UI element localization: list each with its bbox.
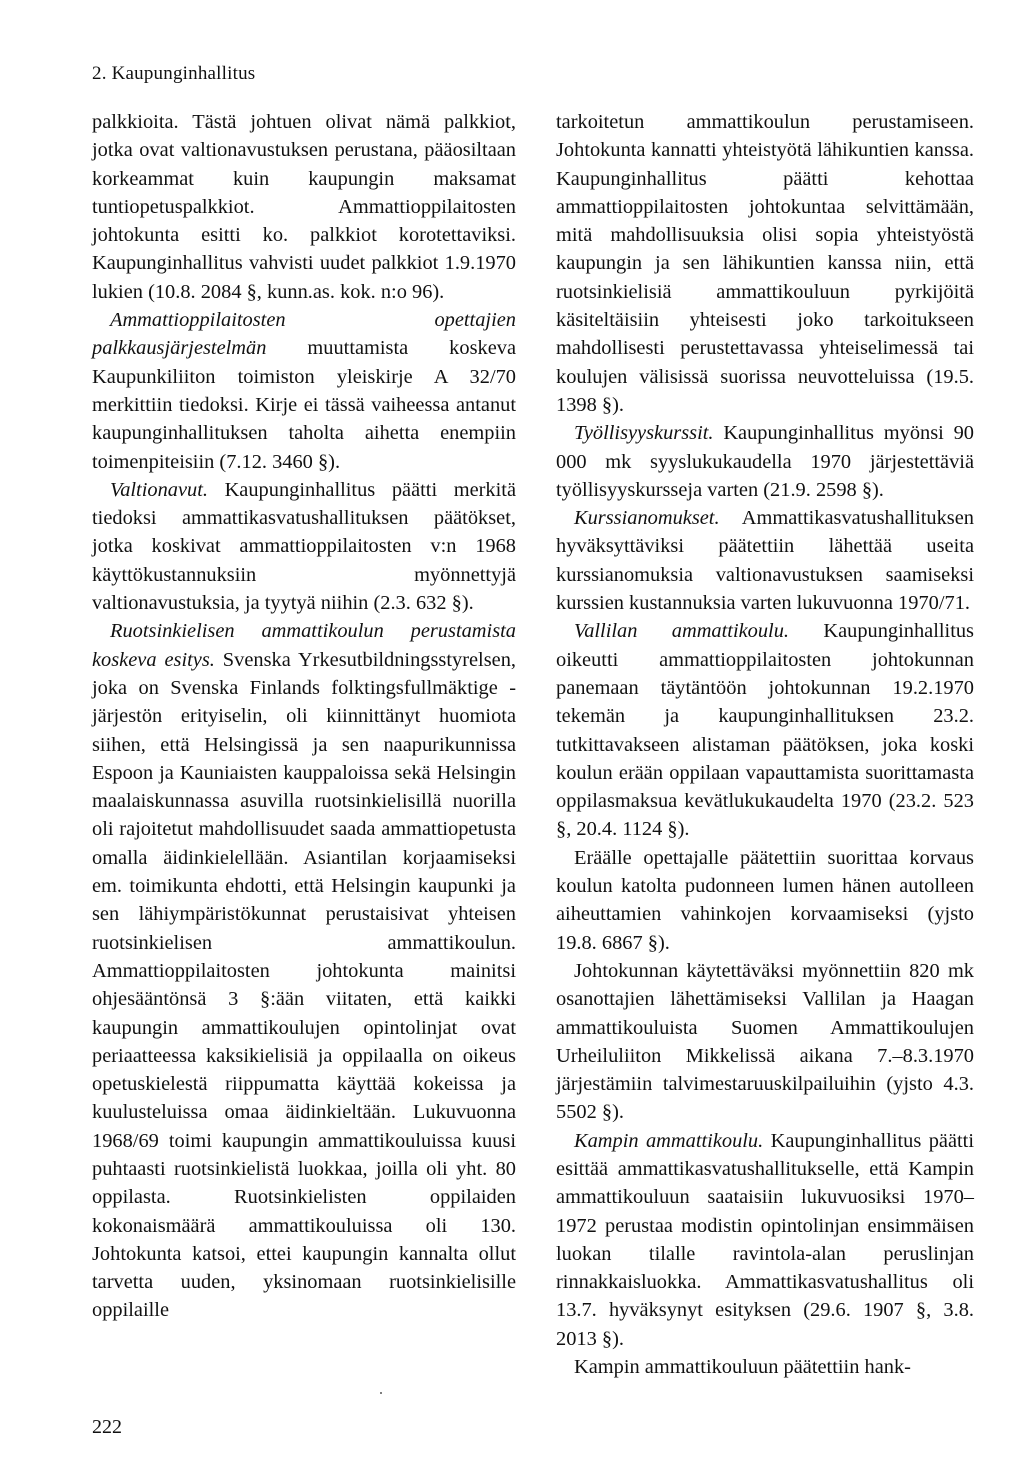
paragraph-kampin-hankinta: [556, 1353, 974, 1381]
paragraph-text: Kaupunginhallitus päätti esittää ammattikasvatushallitukselle, että Kampin ammattikouluun saataisiin lukuvuosiksi 1970–1972 perustaa modistin opintolinjan ensimmäisen luokan tilalle ravintola-alan peruslinjan rinnakkaisluokka. Ammattikasvatushallitus oli 13.7. hyväksynyt esityksen (29.6. 1907 §, 3.8. 2013 §).: [556, 1129, 974, 1350]
paragraph-text: muuttamista koskeva Kaupunkiliiton toimiston yleiskirje A 32/70 merkittiin tiedoksi. Kirje ei tässä vaiheessa antanut kaupunginhallituksen taholta aihetta enempiin toimenpiteisiin (7.12. 3460 §).: [92, 337, 516, 473]
paragraph-tyollisyyskurssit: [556, 419, 974, 504]
paragraph-text: Kaupunginhallitus oikeutti ammattioppilaitosten johtokunnan panemaan täytäntöön johtokunnan 19.2.1970 tekemän ja kaupunginhallituksen 23.2. tutkittavakseen alistaman päätöksen, joka koski koulun erään oppilaan vapauttamista suorittamasta oppilasmaksua kevätlukukaudelta 1970 (23.2. 523 §, 20.4. 1124 §).: [556, 620, 974, 841]
paragraph-korvaus: [556, 844, 974, 957]
paragraph-vallilan-ammattikoulu: [556, 617, 974, 843]
paragraph-palkkausjarjestelma: [92, 306, 516, 476]
paragraph-text: Johtokunnan käytettäväksi myönnettiin 820 mk osanottajien lähettämiseksi Vallilan ja Haagan ammattikouluista Suomen Ammattikoulujen Urheiluliiton Mikkelissä aikana 7.–8.3.1970 järjestämiin talvimestaruuskilpailuihin (yjsto 4.3. 5502 §).: [556, 959, 974, 1124]
paragraph-text: palkkioita. Tästä johtuen olivat nämä palkkiot, jotka ovat valtionavustuksen perustana, pääosiltaan korkeammat kuin kaupungin maksamat tuntiopetuspalkkiot. Ammattioppilaitosten johtokunta esitti ko. palkkiot korotettaviksi. Kaupunginhallitus vahvisti uudet palkkiot 1.9.1970 lukien (10.8. 2084 §, kunn.as. kok. n:o 96).: [92, 111, 516, 303]
paragraph-valtionavut: [92, 476, 516, 617]
right-column: [556, 108, 974, 1381]
paragraph-kurssianomukset: [556, 504, 974, 617]
paragraph-text: Kaupunginhallitus myönsi 90 000 mk syyslukukaudella 1970 järjestettäviä työllisyyskursseja varten (21.9. 2598 §).: [556, 422, 974, 501]
paragraph-palkkiot: [92, 108, 516, 306]
paragraph-urheiluliitto: [556, 957, 974, 1127]
left-column: [92, 108, 516, 1325]
paragraph-heading: Kurssianomukset.: [574, 507, 720, 530]
paragraph-heading: Valtionavut.: [110, 478, 208, 501]
running-head: 2. Kaupunginhallitus: [92, 63, 256, 84]
paragraph-kampin-ammattikoulu: [556, 1127, 974, 1353]
paragraph-text: Eräälle opettajalle päätettiin suorittaa korvaus koulun katolta pudonneen lumen hänen autolleen aiheuttamien vahinkojen korvaamiseksi (yjsto 19.8. 6867 §).: [556, 846, 974, 954]
paragraph-text: Svenska Yrkesutbildningsstyrelsen, joka on Svenska Finlands folktingsfullmäktige -järjestön erityiselin, oli kiinnittänyt huomiota siihen, että Helsingissä ja sen naapurikunnissa Espoon ja Kauniaisten kauppaloissa sekä Helsingin maalaiskunnassa asuvilla ruotsinkielisillä nuorilla oli rajoitetut mahdollisuudet saada ammattiopetusta omalla äidinkielellään. Asiantilan korjaamiseksi em. toimikunta ehdotti, että Helsingin kaupunki ja sen lähiympäristökunnat perustaisivat yhteisen ruotsinkielisen ammattikoulun. Ammattioppilaitosten johtokunta mainitsi ohjesääntönsä 3 §:ään viitaten, että kaikki kaupungin ammattikoulujen opintolinjat ovat periaatteessa kaksikielisiä ja oppilaalla on oikeus opetuskielestä riippumatta käyttää kokeissa ja kuulusteluissa omaa äidinkieltään. Lukuvuonna 1968/69 toimi kaupungin ammattikouluissa kuusi puhtaasti ruotsinkielistä luokkaa, joilla oli yht. 80 oppilasta. Ruotsinkielisten oppilaiden kokonaismäärä ammattikouluissa oli 130. Johtokunta katsoi, ettei kaupungin kannalta ollut tarvetta uuden, yksinomaan ruotsinkielisille oppilaille: [92, 648, 516, 1322]
paragraph-text: Kaupunginhallitus päätti merkitä tiedoksi ammattikasvatushallituksen päätökset, jotka koskivat ammattioppilaitosten v:n 1968 käyttökustannuksiin myönnettyjä valtionavustuksia, ja tyytyä niihin (2.3. 632 §).: [92, 478, 516, 615]
paragraph-text: Ammattikasvatushallituksen hyväksyttäviksi päätettiin lähettää useita kurssianomuksia valtionavustuksen saamiseksi kurssien kustannuksia varten lukuvuonna 1970/71.: [556, 507, 974, 615]
paragraph-heading: Työllisyyskurssit.: [574, 422, 714, 445]
page-number: 222: [92, 1416, 122, 1438]
paragraph-ruotsinkielinen-ammattikoulu: [92, 617, 516, 1324]
paragraph-text: Kampin ammattikouluun päätettiin hank-: [574, 1356, 911, 1379]
paragraph-continuation: [556, 108, 974, 419]
print-speck: [380, 1392, 382, 1394]
paragraph-text: tarkoitetun ammattikoulun perustamiseen. Johtokunta kannatti yhteistyötä lähikuntien kanssa. Kaupunginhallitus päätti kehottaa ammattioppilaitosten johtokuntaa selvittämään, mitä mahdollisuuksia olisi sopia yhteistyöstä kaupungin ja sen lähikuntien kanssa niin, että ruotsinkielisiä ammattikouluun pyrkijöitä käsiteltäisiin yhteisesti joko tarkoitukseen mahdollisesti perustettavassa yhteiselimessä tai koulujen välisissä suorissa neuvotteluissa (19.5. 1398 §).: [556, 111, 974, 416]
paragraph-heading: Vallilan ammattikoulu.: [574, 620, 790, 643]
paragraph-heading: Ammattioppilaitosten opettajien palkkausjärjestelmän: [92, 309, 516, 360]
paragraph-heading: Kampin ammattikoulu.: [574, 1129, 764, 1152]
paragraph-heading: Ruotsinkielisen ammattikoulun perustamista koskeva esitys.: [92, 620, 516, 671]
